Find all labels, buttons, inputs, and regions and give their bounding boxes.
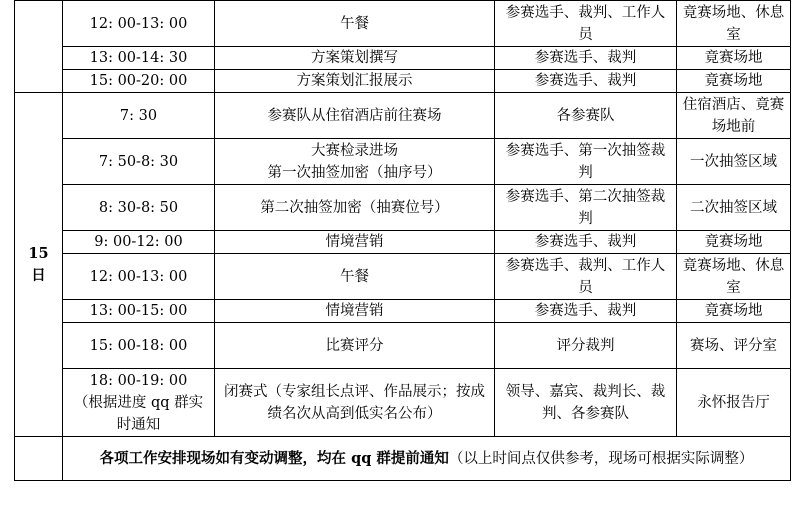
participants-cell: 领导、嘉宾、裁判长、裁判、各参赛队 [495,369,677,437]
participants-cell: 各参赛队 [495,93,677,139]
location-cell: 住宿酒店、竟赛场地前 [677,93,791,139]
schedule-table [14,0,791,481]
day-label: 15 日 [28,244,49,284]
location-cell: 竟赛场地 [677,300,791,323]
time-cell: 13: 00-14: 30 [63,47,215,70]
location-cell: 赛场、评分室 [677,323,791,369]
table-row [15,93,791,139]
participants-cell: 评分裁判 [495,323,677,369]
activity-cell: 方案策划撰写 [215,47,495,70]
time-cell: 15: 00-20: 00 [63,70,215,93]
location-cell: 永怀报告厅 [677,369,791,437]
location-cell: 竟赛场地 [677,70,791,93]
activity-cell: 情境营销 [215,300,495,323]
participants-cell: 参赛选手、裁判 [495,300,677,323]
time-cell: 13: 00-15: 00 [63,300,215,323]
day-cell-15 [15,93,63,437]
table-row [15,369,791,437]
location-cell: 一次抽签区域 [677,139,791,185]
activity-cell: 第二次抽签加密（抽赛位号） [215,185,495,231]
table-row [15,1,791,47]
participants-cell: 参赛选手、裁判 [495,47,677,70]
time-cell: 7: 50-8: 30 [63,139,215,185]
activity-cell: 参赛队从住宿酒店前往赛场 [215,93,495,139]
table-row [15,231,791,254]
note-cell [63,437,791,481]
participants-cell: 参赛选手、裁判、工作人员 [495,254,677,300]
participants-cell: 参赛选手、裁判 [495,231,677,254]
note-bold-text: 各项工作安排现场如有变动调整，均在 qq 群提前通知 [99,449,449,467]
time-cell: 9: 00-12: 00 [63,231,215,254]
table-row [15,70,791,93]
day-cell-prev [15,1,63,93]
table-row [15,323,791,369]
participants-cell: 参赛选手、裁判、工作人员 [495,1,677,47]
activity-cell: 大赛检录进场 第一次抽签加密（抽序号） [215,139,495,185]
note-normal-text: （以上时间点仅供参考，现场可根据实际调整） [448,450,754,467]
table-row [15,47,791,70]
activity-cell: 情境营销 [215,231,495,254]
activity-cell: 午餐 [215,254,495,300]
table-row [15,254,791,300]
location-cell: 竟赛场地 [677,231,791,254]
time-cell: 8: 30-8: 50 [63,185,215,231]
location-cell: 竟赛场地 [677,47,791,70]
time-cell: 12: 00-13: 00 [63,254,215,300]
location-cell: 二次抽签区域 [677,185,791,231]
participants-cell: 参赛选手、第二次抽签裁判 [495,185,677,231]
activity-cell: 午餐 [215,1,495,47]
activity-cell: 比赛评分 [215,323,495,369]
table-row [15,139,791,185]
activity-cell: 方案策划汇报展示 [215,70,495,93]
location-cell: 竟赛场地、休息室 [677,254,791,300]
participants-cell: 参赛选手、裁判 [495,70,677,93]
location-cell: 竟赛场地、休息室 [677,1,791,47]
time-cell: 15: 00-18: 00 [63,323,215,369]
time-cell: 12: 00-13: 00 [63,1,215,47]
participants-cell: 参赛选手、第一次抽签裁判 [495,139,677,185]
note-row [15,437,791,481]
table-row [15,185,791,231]
activity-cell: 闭赛式（专家组长点评、作品展示；按成绩名次从高到低实名公布） [215,369,495,437]
note-spacer [15,437,63,481]
table-row [15,300,791,323]
time-cell: 18: 00-19: 00 （根据进度 qq 群实时通知 [63,369,215,437]
time-cell: 7: 30 [63,93,215,139]
